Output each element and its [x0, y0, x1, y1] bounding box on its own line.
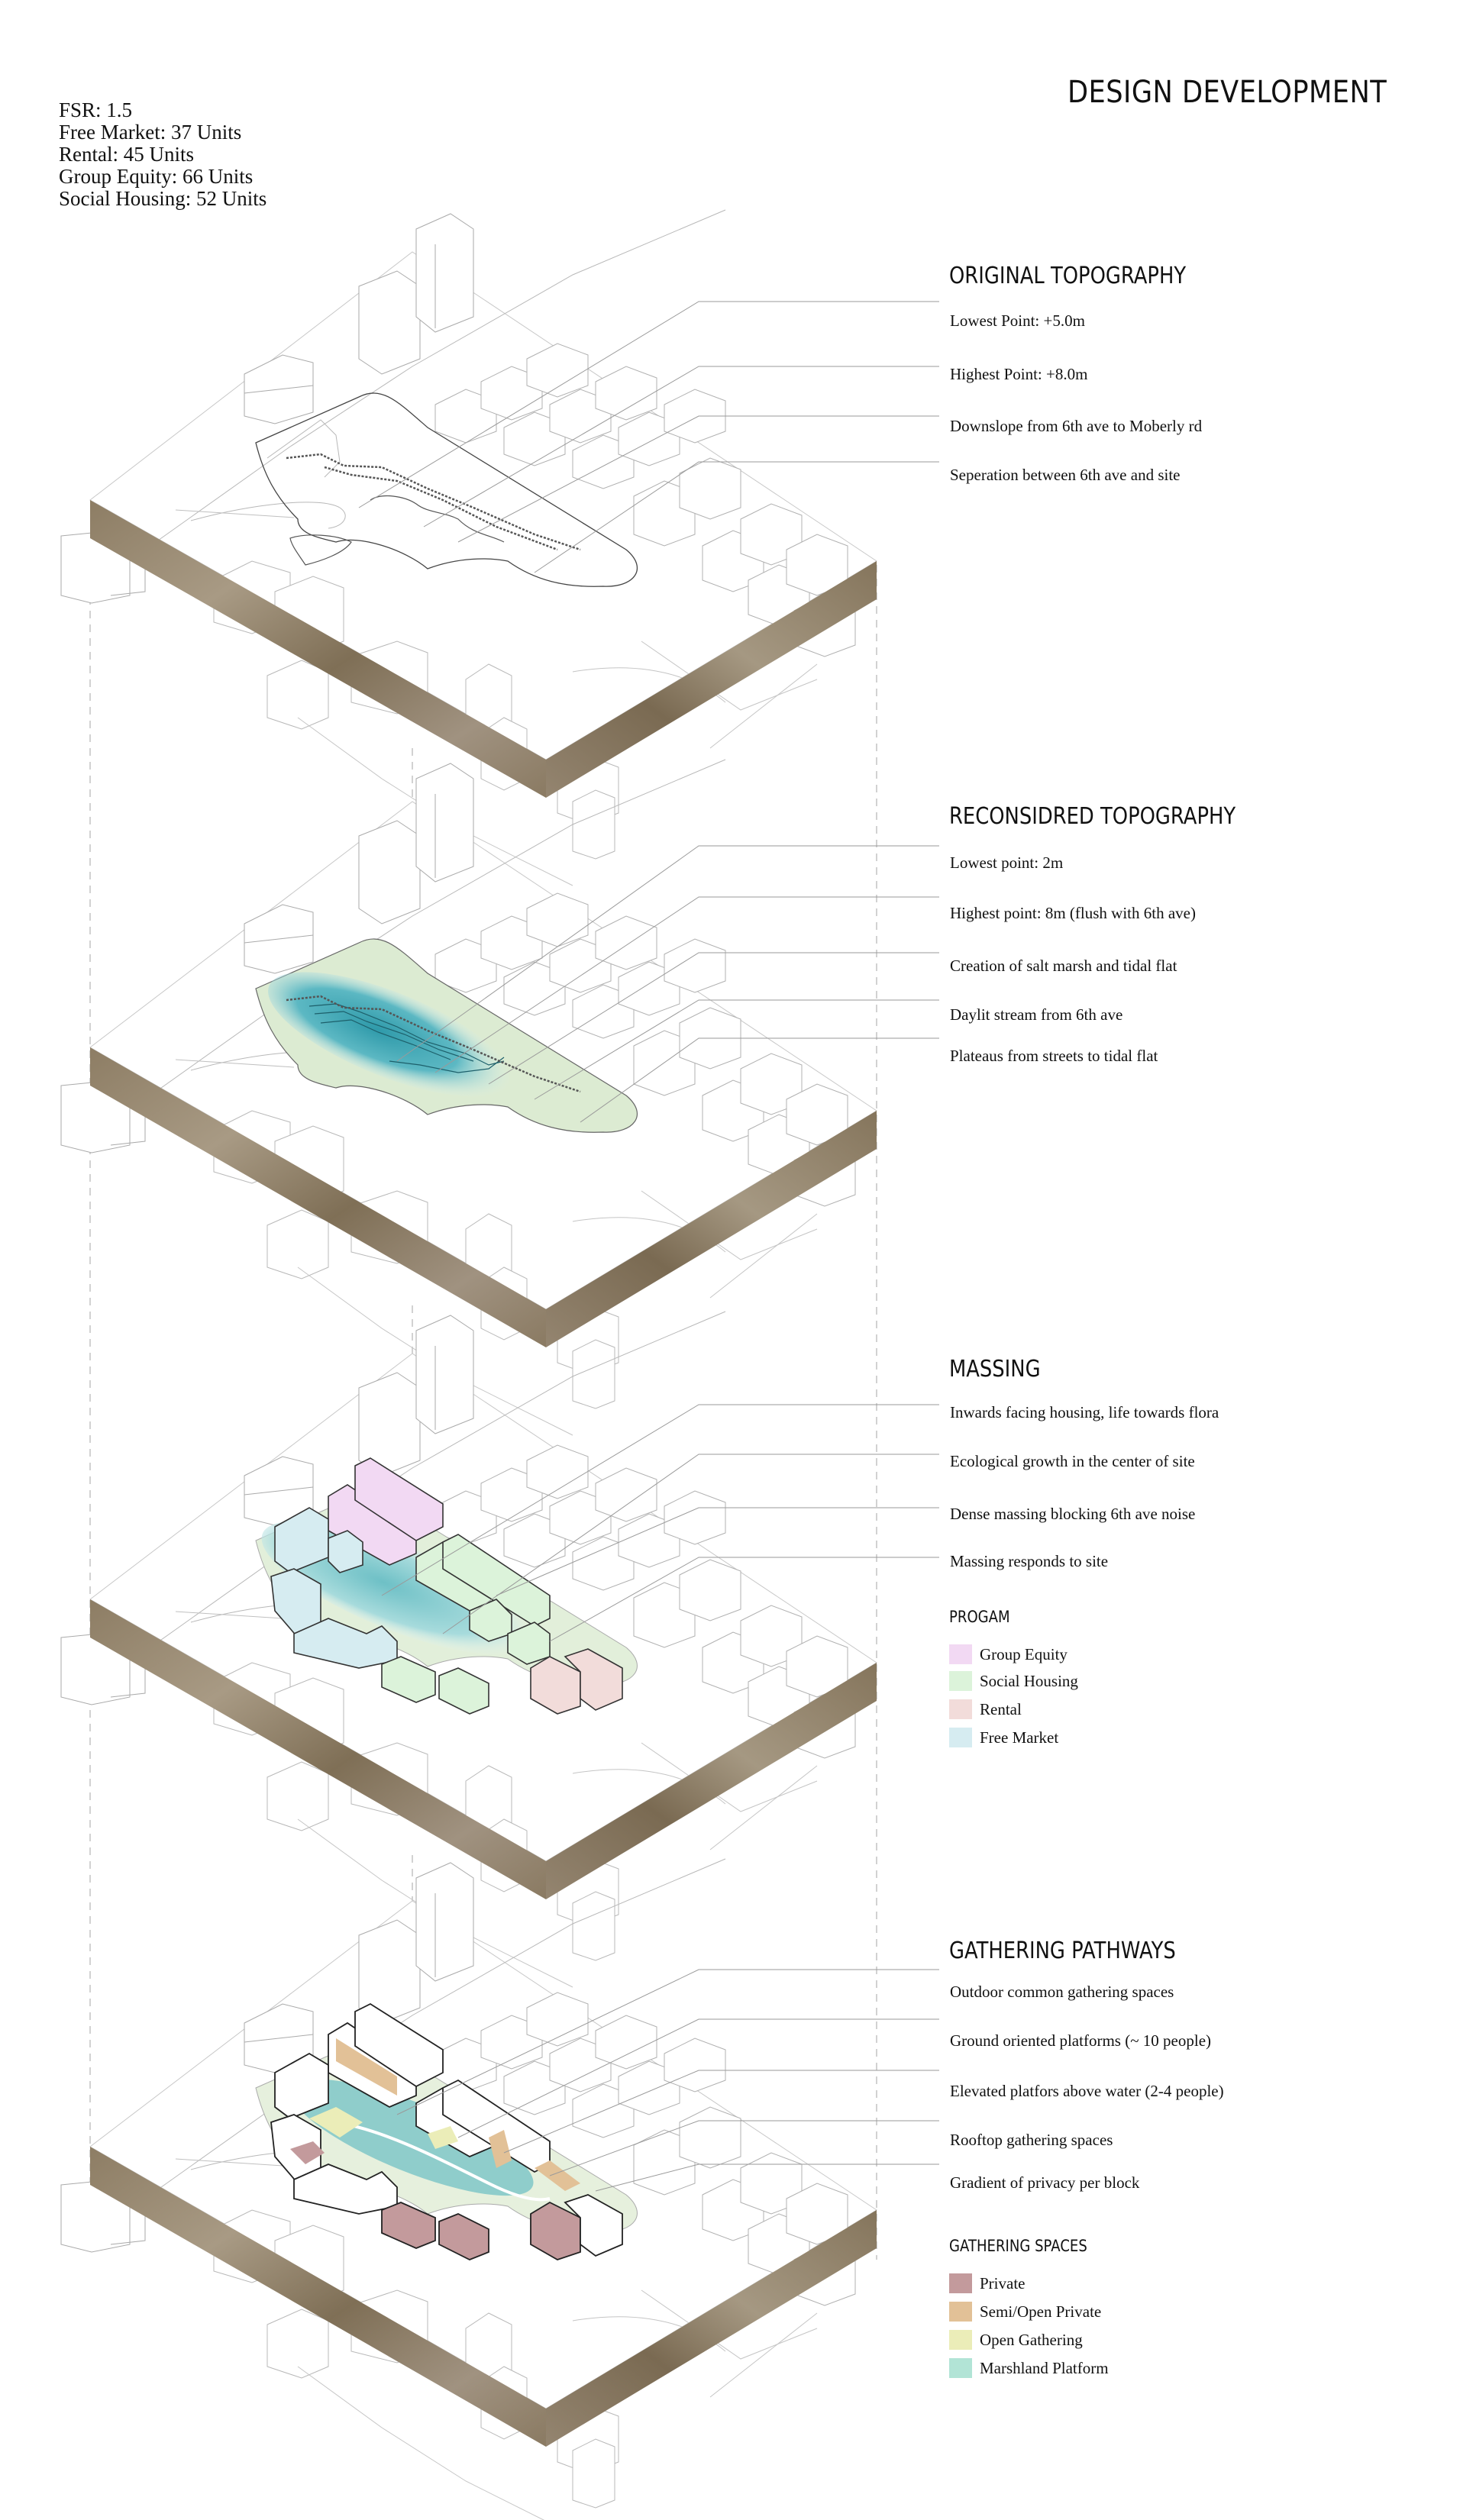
legend-label: Semi/Open Private	[980, 2302, 1102, 2321]
note-lowest-point: Lowest Point: +5.0m	[950, 311, 1085, 330]
legend-label: Open Gathering	[980, 2330, 1083, 2349]
legend-title-program: PROGAM	[949, 1608, 1010, 1626]
legend-label: Free Market	[980, 1728, 1059, 1747]
stat-free-market: Free Market: 37 Units	[59, 121, 242, 144]
note-outdoor-common: Outdoor common gathering spaces	[950, 1983, 1174, 2001]
stat-social-housing: Social Housing: 52 Units	[59, 187, 267, 210]
legend-label: Group Equity	[980, 1644, 1068, 1663]
legend-label: Rental	[980, 1699, 1022, 1718]
slab-reconsidered-topography	[61, 760, 939, 1435]
note-daylit-stream: Daylit stream from 6th ave	[950, 1005, 1123, 1024]
legend-item-semi-open-private	[949, 2302, 1101, 2322]
legend-label: Social Housing	[980, 1671, 1078, 1690]
note-dense-massing: Dense massing blocking 6th ave noise	[950, 1505, 1196, 1523]
section-title-reconsidered-topography: RECONSIDRED TOPOGRAPHY	[949, 803, 1236, 830]
slab-gathering-pathways	[61, 1859, 939, 2520]
swatch-semi-open-private	[949, 2302, 972, 2322]
note-salt-marsh: Creation of salt marsh and tidal flat	[950, 957, 1177, 975]
legend-item-rental	[949, 1699, 1022, 1719]
swatch-social-housing	[949, 1671, 972, 1691]
swatch-rental	[949, 1699, 972, 1719]
swatch-marshland-platform	[949, 2358, 972, 2378]
legend-item-free-market	[949, 1728, 1058, 1747]
note-separation: Seperation between 6th ave and site	[950, 466, 1181, 484]
note-highest-point-2: Highest point: 8m (flush with 6th ave)	[950, 904, 1196, 922]
legend-item-group-equity	[949, 1644, 1068, 1664]
swatch-free-market	[949, 1728, 972, 1747]
legend-item-private	[949, 2273, 1025, 2293]
legend-item-marshland-platform	[949, 2358, 1109, 2378]
section-title-original-topography: ORIGINAL TOPOGRAPHY	[949, 263, 1187, 289]
legend-item-social-housing	[949, 1671, 1078, 1691]
legend-label: Marshland Platform	[980, 2358, 1109, 2377]
note-massing-responds: Massing responds to site	[950, 1552, 1109, 1570]
slab-massing	[61, 1312, 939, 1987]
note-ecological-growth: Ecological growth in the center of site	[950, 1452, 1195, 1470]
legend-item-open-gathering	[949, 2330, 1083, 2350]
note-highest-point: Highest Point: +8.0m	[950, 365, 1088, 383]
note-inwards-facing: Inwards facing housing, life towards flora	[950, 1403, 1219, 1421]
note-downslope: Downslope from 6th ave to Moberly rd	[950, 417, 1203, 435]
stat-fsr: FSR: 1.5	[59, 98, 133, 121]
swatch-private	[949, 2273, 972, 2293]
stat-group-equity: Group Equity: 66 Units	[59, 165, 254, 188]
legend-title-gathering-spaces: GATHERING SPACES	[949, 2237, 1087, 2255]
section-title-gathering-pathways: GATHERING PATHWAYS	[949, 1938, 1176, 1964]
swatch-open-gathering	[949, 2330, 972, 2350]
note-plateaus: Plateaus from streets to tidal flat	[950, 1047, 1158, 1065]
note-gradient-privacy: Gradient of privacy per block	[950, 2173, 1140, 2192]
swatch-group-equity	[949, 1644, 972, 1664]
note-lowest-point-2: Lowest point: 2m	[950, 853, 1064, 872]
note-ground-platforms: Ground oriented platforms (~ 10 people)	[950, 2031, 1212, 2050]
section-title-massing: MASSING	[949, 1356, 1041, 1383]
legend-label: Private	[980, 2273, 1026, 2293]
page-title: DESIGN DEVELOPMENT	[1068, 75, 1387, 110]
note-elevated-platforms: Elevated platfors above water (2-4 people)	[950, 2082, 1224, 2100]
slab-original-topography	[61, 210, 939, 886]
note-rooftop: Rooftop gathering spaces	[950, 2131, 1113, 2149]
stat-rental: Rental: 45 Units	[59, 143, 194, 166]
